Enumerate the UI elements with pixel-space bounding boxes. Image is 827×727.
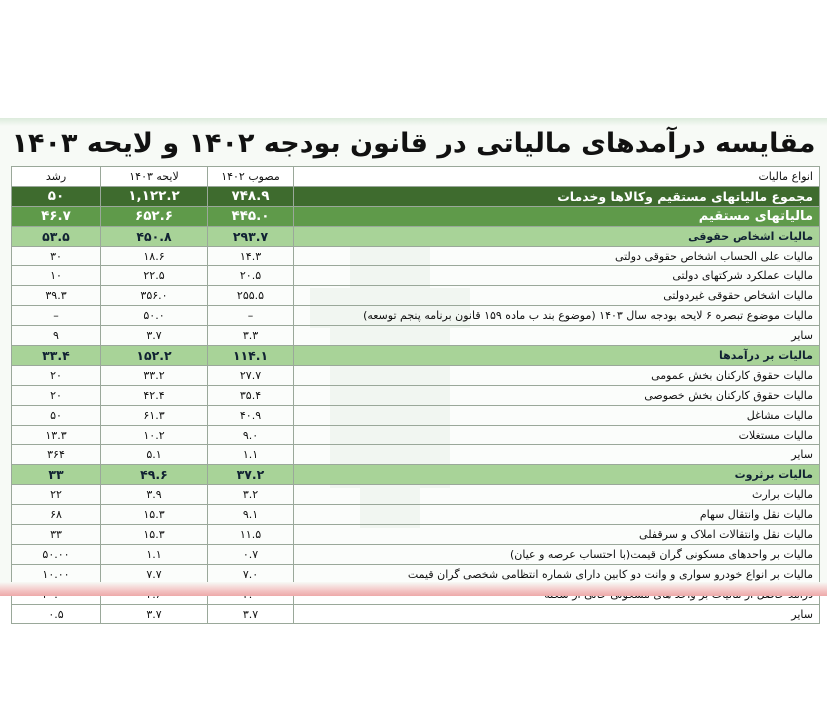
row-growth: ۴۶.۷ <box>12 206 101 226</box>
row-bill-1403: ۶۵۲.۶ <box>101 206 208 226</box>
row-approved-1402: ۰.۷ <box>208 544 294 564</box>
row-bill-1403: ۱۵۲.۲ <box>101 346 208 366</box>
row-bill-1403: ۳.۹ <box>101 485 208 505</box>
row-bill-1403: ۵۰.۰ <box>101 306 208 326</box>
row-label: مالیات عملکرد شرکتهای دولتی <box>294 266 820 286</box>
row-label: مالیات نقل وانتقال سهام <box>294 505 820 525</box>
row-label: سایر <box>294 604 820 624</box>
row-growth: ۳۶۴ <box>12 445 101 465</box>
table-header-row <box>12 167 820 187</box>
row-growth: ۵۰ <box>12 186 101 206</box>
row-approved-1402: ۲۵۵.۵ <box>208 286 294 306</box>
table-row <box>12 465 820 485</box>
row-growth: ۶۸ <box>12 505 101 525</box>
table-row <box>12 425 820 445</box>
row-approved-1402: ۴۰.۹ <box>208 405 294 425</box>
row-label: مالیات بر درآمدها <box>294 346 820 366</box>
row-label: مالیات مشاغل <box>294 405 820 425</box>
document-page <box>0 118 827 621</box>
row-bill-1403: ۴۹.۶ <box>101 465 208 485</box>
row-approved-1402: ۹.۱ <box>208 505 294 525</box>
table-row <box>12 385 820 405</box>
table-row <box>12 326 820 346</box>
table-row <box>12 544 820 564</box>
row-bill-1403: ۶۱.۳ <box>101 405 208 425</box>
row-bill-1403: ۴۲.۴ <box>101 385 208 405</box>
row-label: مالیات اشخاص حقوقی <box>294 226 820 246</box>
table-row <box>12 346 820 366</box>
row-approved-1402: ۱۱۴.۱ <box>208 346 294 366</box>
table-row <box>12 226 820 246</box>
row-growth: ۳۳ <box>12 465 101 485</box>
row-growth: ۹ <box>12 326 101 346</box>
table-row <box>12 246 820 266</box>
row-bill-1403: ۲۲.۵ <box>101 266 208 286</box>
table-row <box>12 206 820 226</box>
row-label: سایر <box>294 326 820 346</box>
row-approved-1402: – <box>208 306 294 326</box>
page-title: مقایسه درآمدهای مالیاتی در قانون بودجه ۱۴۰۲ و لایحه ۱۴۰۳ <box>11 128 816 159</box>
row-bill-1403: ۳۳.۲ <box>101 365 208 385</box>
table-row <box>12 445 820 465</box>
row-approved-1402: ۷.۰ <box>208 564 294 584</box>
row-label: مالیات حقوق کارکنان بخش خصوصی <box>294 385 820 405</box>
tax-comparison-table <box>11 166 820 624</box>
row-bill-1403: ۱۸.۶ <box>101 246 208 266</box>
row-bill-1403: ۴۵۰.۸ <box>101 226 208 246</box>
row-growth: ۱۳.۳ <box>12 425 101 445</box>
row-bill-1403: ۱۰.۲ <box>101 425 208 445</box>
row-bill-1403: ۱۵.۳ <box>101 525 208 545</box>
row-growth: ۲۰ <box>12 385 101 405</box>
row-approved-1402: ۳.۲ <box>208 485 294 505</box>
row-bill-1403: ۳.۷ <box>101 604 208 624</box>
table-row <box>12 505 820 525</box>
row-approved-1402: ۱۴.۳ <box>208 246 294 266</box>
row-label: مجموع مالیاتهای مستقیم وکالاها وخدمات <box>294 186 820 206</box>
column-header-type: انواع مالیات <box>294 167 820 187</box>
row-label: مالیات بر واحدهای مسکونی گران قیمت(با احتساب عرصه و عیان) <box>294 544 820 564</box>
row-label: مالیات اشخاص حقوقی غیردولتی <box>294 286 820 306</box>
row-label: مالیات مستغلات <box>294 425 820 445</box>
table-row <box>12 306 820 326</box>
table-row <box>12 186 820 206</box>
row-label: مالیات برثروت <box>294 465 820 485</box>
row-growth: ۳۳.۴ <box>12 346 101 366</box>
row-approved-1402: ۴۴۵.۰ <box>208 206 294 226</box>
row-bill-1403: ۱۵.۳ <box>101 505 208 525</box>
row-growth: ۲۰ <box>12 365 101 385</box>
row-approved-1402: ۹.۰ <box>208 425 294 445</box>
row-label: مالیات بر انواع خودرو سواری و وانت دو کابین دارای شماره انتظامی شخصی گران قیمت <box>294 564 820 584</box>
row-growth: – <box>12 306 101 326</box>
row-label: مالیات موضوع تبصره ۶ لایحه بودجه سال ۱۴۰۳ (موضوع بند ب ماده ۱۵۹ قانون برنامه پنجم توسعه) <box>294 306 820 326</box>
row-approved-1402: ۱.۱ <box>208 445 294 465</box>
row-bill-1403: ۷.۷ <box>101 564 208 584</box>
row-approved-1402: ۲۹۳.۷ <box>208 226 294 246</box>
bottom-decor-band <box>0 582 827 596</box>
row-bill-1403: ۳.۷ <box>101 326 208 346</box>
row-bill-1403: ۱,۱۲۲.۲ <box>101 186 208 206</box>
row-approved-1402: ۳۷.۲ <box>208 465 294 485</box>
row-growth: ۵۳.۵ <box>12 226 101 246</box>
row-approved-1402: ۲۰.۵ <box>208 266 294 286</box>
table-row <box>12 604 820 624</box>
table-row <box>12 286 820 306</box>
table-row <box>12 405 820 425</box>
row-growth: ۳۹.۳ <box>12 286 101 306</box>
row-approved-1402: ۳.۷ <box>208 604 294 624</box>
row-growth: ۵۰ <box>12 405 101 425</box>
row-approved-1402: ۲۷.۷ <box>208 365 294 385</box>
row-approved-1402: ۷۴۸.۹ <box>208 186 294 206</box>
row-approved-1402: ۱۱.۵ <box>208 525 294 545</box>
row-growth: ۰.۵ <box>12 604 101 624</box>
row-label: مالیاتهای مستقیم <box>294 206 820 226</box>
table-row <box>12 365 820 385</box>
table-row <box>12 266 820 286</box>
row-label: سایر <box>294 445 820 465</box>
row-label: مالیات حقوق کارکنان بخش عمومی <box>294 365 820 385</box>
row-growth: ۱۰ <box>12 266 101 286</box>
column-header-growth: رشد <box>12 167 101 187</box>
table-body <box>12 186 820 624</box>
row-bill-1403: ۱.۱ <box>101 544 208 564</box>
table-row <box>12 485 820 505</box>
row-approved-1402: ۳.۳ <box>208 326 294 346</box>
row-growth: ۱۰.۰۰ <box>12 564 101 584</box>
row-growth: ۳۰ <box>12 246 101 266</box>
row-bill-1403: ۳۵۶.۰ <box>101 286 208 306</box>
row-bill-1403: ۵.۱ <box>101 445 208 465</box>
row-growth: ۳۳ <box>12 525 101 545</box>
row-label: مالیات علی الحساب اشخاص حقوقی دولتی <box>294 246 820 266</box>
row-label: مالیات نقل وانتقالات املاک و سرقفلی <box>294 525 820 545</box>
row-growth: ۵۰.۰۰ <box>12 544 101 564</box>
row-approved-1402: ۳۵.۴ <box>208 385 294 405</box>
row-label: مالیات برارث <box>294 485 820 505</box>
table-row <box>12 525 820 545</box>
row-growth: ۲۲ <box>12 485 101 505</box>
column-header-approved: مصوب ۱۴۰۲ <box>208 167 294 187</box>
column-header-bill: لایحه ۱۴۰۳ <box>101 167 208 187</box>
